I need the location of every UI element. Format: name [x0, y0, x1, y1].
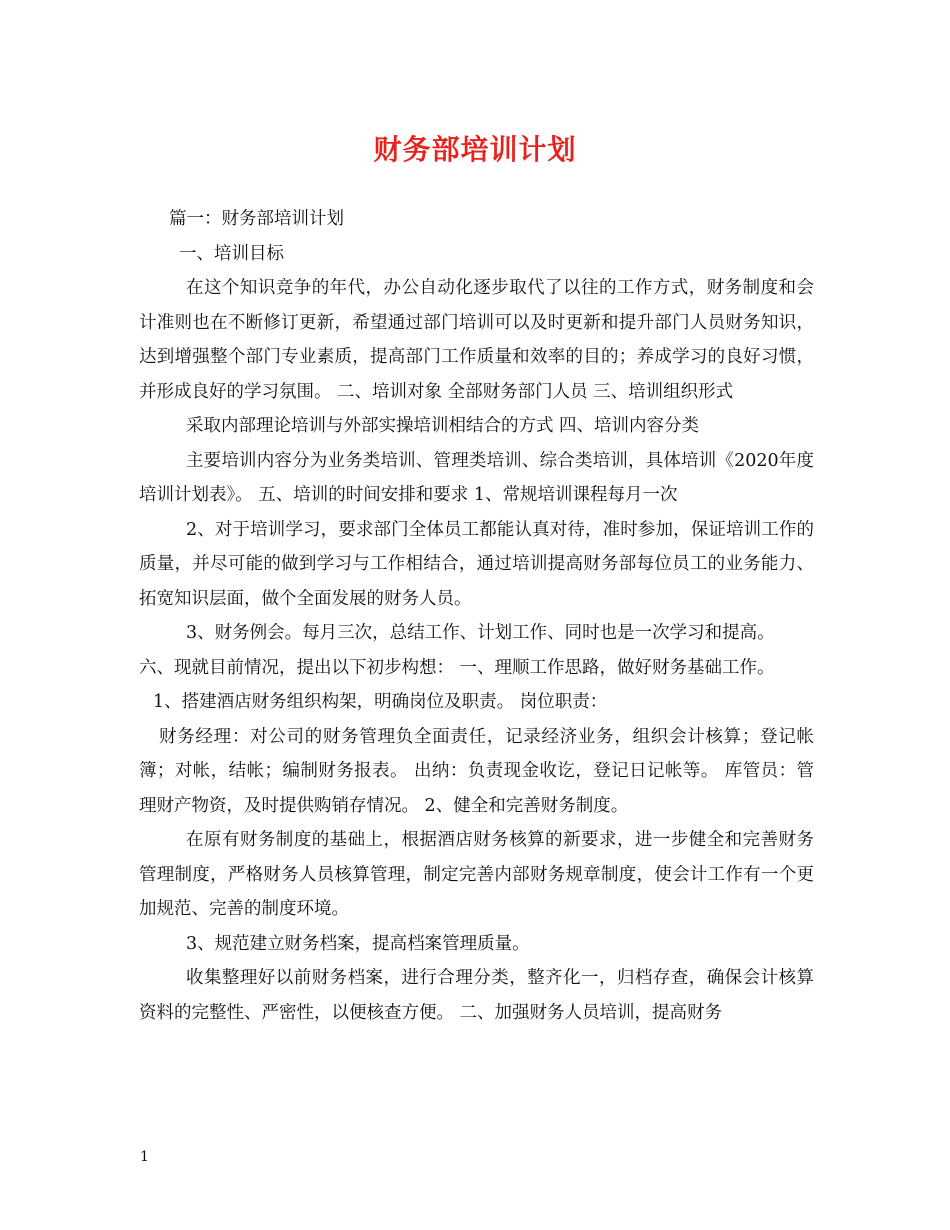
- page-number: 1: [140, 1149, 149, 1165]
- paragraph-heading-part1: 篇一：财务部培训计划: [169, 209, 344, 229]
- paragraph-section-1: 一、培训目标: [179, 243, 284, 264]
- paragraph-requirement-2: 2、对于培训学习，要求部门全体员工都能认真对待，准时参加，保证培训工作的质量，并尽可能的做到学习与工作相结合，通过培训提高财务部每位员工的业务能力、拓宽知识层面，做个全面发展的财务人员。: [139, 519, 814, 609]
- paragraph-archive-collection: 收集整理好以前财务档案，进行合理分类，整齐化一，归档存查，确保会计核算资料的完整性、严密性，以便核查方便。 二、加强财务人员培训，提高财务: [139, 968, 814, 1023]
- paragraph-job-duties: 财务经理：对公司的财务管理负全面责任，记录经济业务，组织会计核算；登记帐簿；对帐，结帐；编制财务报表。 出纳：负责现金收讫，登记日记帐等。 库管员：管理财产物资，及时提供购销存情况。 2、健全和完善财务制度。: [139, 726, 814, 816]
- paragraph-financial-system: 在原有财务制度的基础上，根据酒店财务核算的新要求，进一步健全和完善财务管理制度，严格财务人员核算管理，制定完善内部财务规章制度，使会计工作有一个更加规范、完善的制度环境。: [139, 830, 814, 919]
- paragraph-archives: 3、规范建立财务档案，提高档案管理质量。: [186, 933, 530, 954]
- document-title: 财务部培训计划: [373, 133, 577, 166]
- paragraph-org-structure: 1、搭建酒店财务组织构架，明确岗位及职责。 岗位职责：: [153, 692, 608, 712]
- paragraph-section-6: 六、现就目前情况，提出以下初步构想： 一、理顺工作思路，做好财务基础工作。: [139, 657, 775, 678]
- document-body: [139, 202, 814, 1030]
- paragraph-training-goal: 在这个知识竞争的年代，办公自动化逐步取代了以往的工作方式，财务制度和会计准则也在不断修订更新，希望通过部门培训可以及时更新和提升部门人员财务知识，达到增强整个部门专业素质，提高部门工作质量和效率的目的；养成学习的良好习惯，并形成良好的学习氛围。 二、培训对象 全部财务部门人员 三、培训组织形式: [139, 278, 814, 402]
- paragraph-requirement-3: 3、财务例会。每月三次，总结工作、计划工作、同时也是一次学习和提高。: [186, 623, 775, 643]
- paragraph-training-form: 采取内部理论培训与外部实操培训相结合的方式 四、培训内容分类: [186, 416, 700, 436]
- paragraph-training-content: 主要培训内容分为业务类培训、管理类培训、综合类培训，具体培训《2020年度培训计划表》。 五、培训的时间安排和要求 1、常规培训课程每月一次: [139, 450, 814, 505]
